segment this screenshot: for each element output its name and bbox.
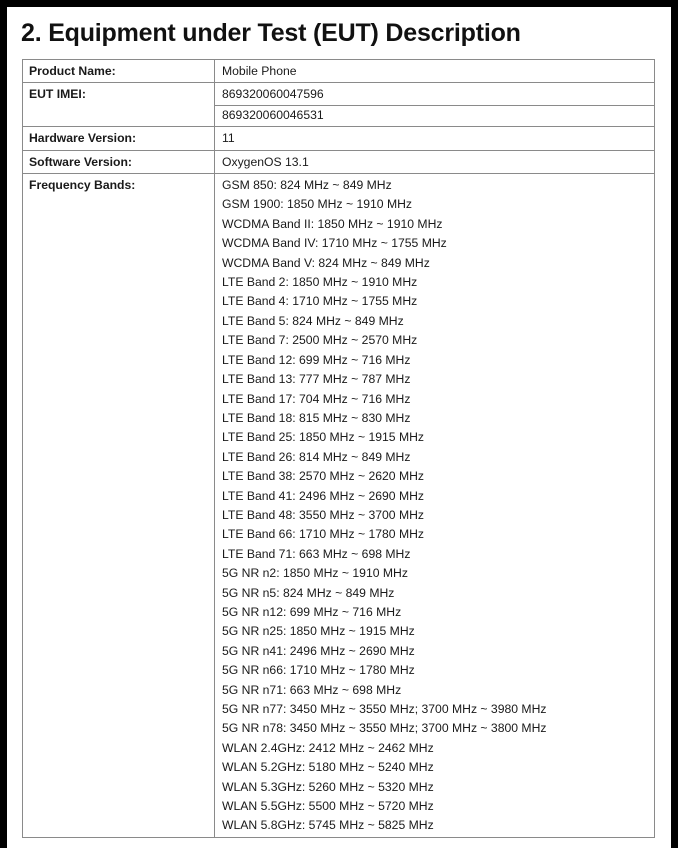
frequency-band-item: 5G NR n78: 3450 MHz ~ 3550 MHz; 3700 MHz ~ 3800 MHz: [222, 721, 547, 736]
frequency-band-item: LTE Band 18: 815 MHz ~ 830 MHz: [222, 410, 411, 425]
table-row-eut-imei: [23, 83, 655, 127]
frequency-band-item: GSM 850: 824 MHz ~ 849 MHz: [222, 178, 392, 193]
eut-imei-values: [215, 83, 655, 127]
frequency-band-item: LTE Band 13: 777 MHz ~ 787 MHz: [222, 372, 411, 387]
frequency-band-item: LTE Band 26: 814 MHz ~ 849 MHz: [222, 449, 411, 464]
document-page: [7, 7, 671, 848]
frequency-band-item: 5G NR n41: 2496 MHz ~ 2690 MHz: [222, 643, 415, 658]
frequency-band-item: WLAN 5.2GHz: 5180 MHz ~ 5240 MHz: [222, 760, 434, 775]
frequency-band-item: LTE Band 12: 699 MHz ~ 716 MHz: [222, 352, 411, 367]
frequency-band-item: GSM 1900: 1850 MHz ~ 1910 MHz: [222, 197, 413, 212]
frequency-band-item: WCDMA Band V: 824 MHz ~ 849 MHz: [222, 255, 430, 270]
frequency-band-item: 5G NR n77: 3450 MHz ~ 3550 MHz; 3700 MHz ~ 3980 MHz: [222, 702, 547, 716]
frequency-band-item: 5G NR n5: 824 MHz ~ 849 MHz: [222, 585, 395, 600]
frequency-band-item: WCDMA Band II: 1850 MHz ~ 1910 MHz: [222, 216, 443, 231]
software-version-label: Software Version:: [23, 150, 215, 173]
frequency-band-item: WLAN 5.5GHz: 5500 MHz ~ 5720 MHz: [222, 799, 434, 814]
frequency-band-item: LTE Band 2: 1850 MHz ~ 1910 MHz: [222, 275, 418, 290]
frequency-band-item: LTE Band 17: 704 MHz ~ 716 MHz: [222, 391, 411, 406]
frequency-band-item: LTE Band 5: 824 MHz ~ 849 MHz: [222, 313, 404, 328]
hardware-version-label: Hardware Version:: [23, 127, 215, 150]
frequency-band-item: LTE Band 71: 663 MHz ~ 698 MHz: [222, 546, 411, 561]
eut-imei-value-2: 869320060046531: [215, 105, 654, 125]
frequency-band-item: 5G NR n71: 663 MHz ~ 698 MHz: [222, 682, 402, 697]
frequency-band-item: 5G NR n66: 1710 MHz ~ 1780 MHz: [222, 663, 415, 678]
frequency-bands-values: [215, 174, 655, 838]
frequency-band-item: LTE Band 4: 1710 MHz ~ 1755 MHz: [222, 294, 418, 309]
table-row-frequency-bands: [23, 174, 655, 838]
frequency-band-item: WLAN 5.8GHz: 5745 MHz ~ 5825 MHz: [222, 818, 434, 833]
software-version-value: OxygenOS 13.1: [215, 150, 655, 173]
frequency-band-item: LTE Band 38: 2570 MHz ~ 2620 MHz: [222, 469, 424, 484]
frequency-band-item: 5G NR n2: 1850 MHz ~ 1910 MHz: [222, 566, 408, 581]
frequency-band-item: WLAN 2.4GHz: 2412 MHz ~ 2462 MHz: [222, 740, 434, 755]
frequency-bands-label: Frequency Bands:: [23, 174, 215, 838]
eut-imei-label: EUT IMEI:: [23, 83, 215, 127]
product-name-value: Mobile Phone: [215, 60, 655, 83]
page-title: 2. Equipment under Test (EUT) Description: [21, 19, 521, 47]
table-row-product-name: [23, 60, 655, 83]
eut-description-table: [22, 59, 655, 838]
frequency-band-item: WCDMA Band IV: 1710 MHz ~ 1755 MHz: [222, 236, 447, 251]
frequency-band-item: WLAN 5.3GHz: 5260 MHz ~ 5320 MHz: [222, 779, 434, 794]
product-name-label: Product Name:: [23, 60, 215, 83]
frequency-band-item: LTE Band 66: 1710 MHz ~ 1780 MHz: [222, 527, 424, 542]
frequency-band-item: LTE Band 25: 1850 MHz ~ 1915 MHz: [222, 430, 424, 445]
frequency-band-item: LTE Band 48: 3550 MHz ~ 3700 MHz: [222, 507, 424, 522]
hardware-version-value: 11: [215, 127, 655, 150]
frequency-band-item: 5G NR n25: 1850 MHz ~ 1915 MHz: [222, 624, 415, 639]
frequency-band-item: 5G NR n12: 699 MHz ~ 716 MHz: [222, 604, 402, 619]
frequency-band-item: LTE Band 41: 2496 MHz ~ 2690 MHz: [222, 488, 424, 503]
eut-imei-value-1: 869320060047596: [222, 87, 324, 102]
frequency-band-item: LTE Band 7: 2500 MHz ~ 2570 MHz: [222, 333, 418, 348]
frequency-band-list: [222, 176, 649, 836]
table-row-software-version: [23, 150, 655, 173]
table-row-hardware-version: [23, 127, 655, 150]
